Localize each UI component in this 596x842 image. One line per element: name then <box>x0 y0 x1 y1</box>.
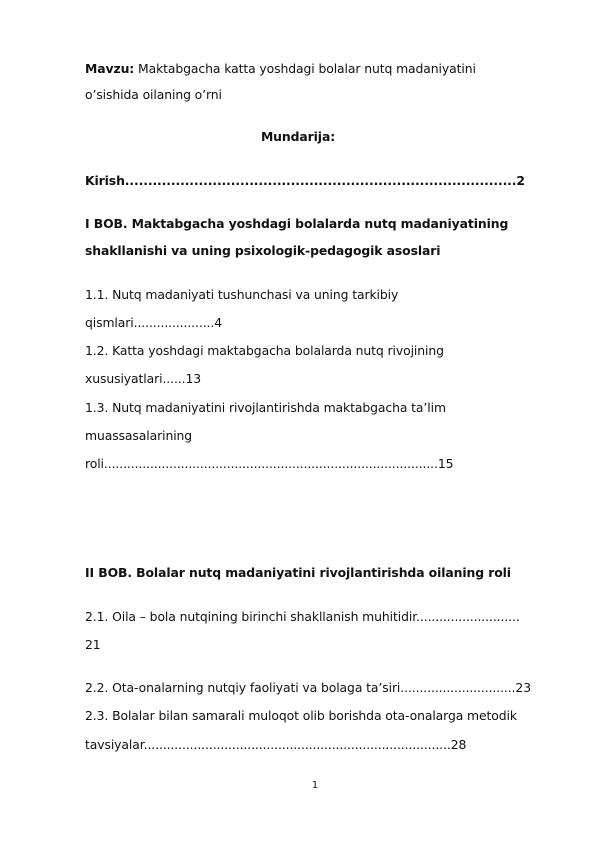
toc-intro: Kirish.....................................................................................2 <box>85 173 525 188</box>
topic-line-2: o’sishida oilaning o’rni <box>85 87 222 102</box>
page-number: 1 <box>311 780 319 791</box>
toc-item: 1.3. Nutq madaniyatini rivojlantirishda maktabgacha ta’lim <box>85 400 446 415</box>
toc-item: 1.1. Nutq madaniyati tushunchasi va uning tarkibiy <box>85 287 399 302</box>
toc-item: 1.2. Katta yoshdagi maktabgacha bolalarda nutq rivojining <box>85 343 444 358</box>
chapter1-title-line-1: I BOB. Maktabgacha yoshdagi bolalarda nutq madaniyatining <box>85 216 509 231</box>
chapter2-title: II BOB. Bolalar nutq madaniyatini rivojlantirishda oilaning roli <box>85 565 511 580</box>
topic-line-1 <box>85 61 476 76</box>
contents-title: Mundarija: <box>260 129 336 144</box>
topic-label: Mavzu: <box>85 61 135 76</box>
topic-text: Maktabgacha katta yoshdagi bolalar nutq madaniyatini <box>134 61 476 76</box>
toc-item: xususiyatlari......13 <box>85 371 202 386</box>
chapter1-title-line-2: shakllanishi va uning psixologik-pedagogik asoslari <box>85 243 441 258</box>
toc-item: roli.......................................................................................15 <box>85 456 454 471</box>
toc-item: 21 <box>85 637 101 652</box>
toc-item: qismlari.....................4 <box>85 315 223 330</box>
toc-item: tavsiyalar................................................................................28 <box>85 737 467 752</box>
toc-item: muassasalarining <box>85 428 193 443</box>
toc-item: 2.1. Oila – bola nutqining birinchi shakllanish muhitidir........................... <box>85 609 520 624</box>
toc-item: 2.2. Ota-onalarning nutqiy faoliyati va bolaga ta’siri..............................23 <box>85 680 532 695</box>
toc-item: 2.3. Bolalar bilan samarali muloqot olib borishda ota-onalarga metodik <box>85 708 517 723</box>
